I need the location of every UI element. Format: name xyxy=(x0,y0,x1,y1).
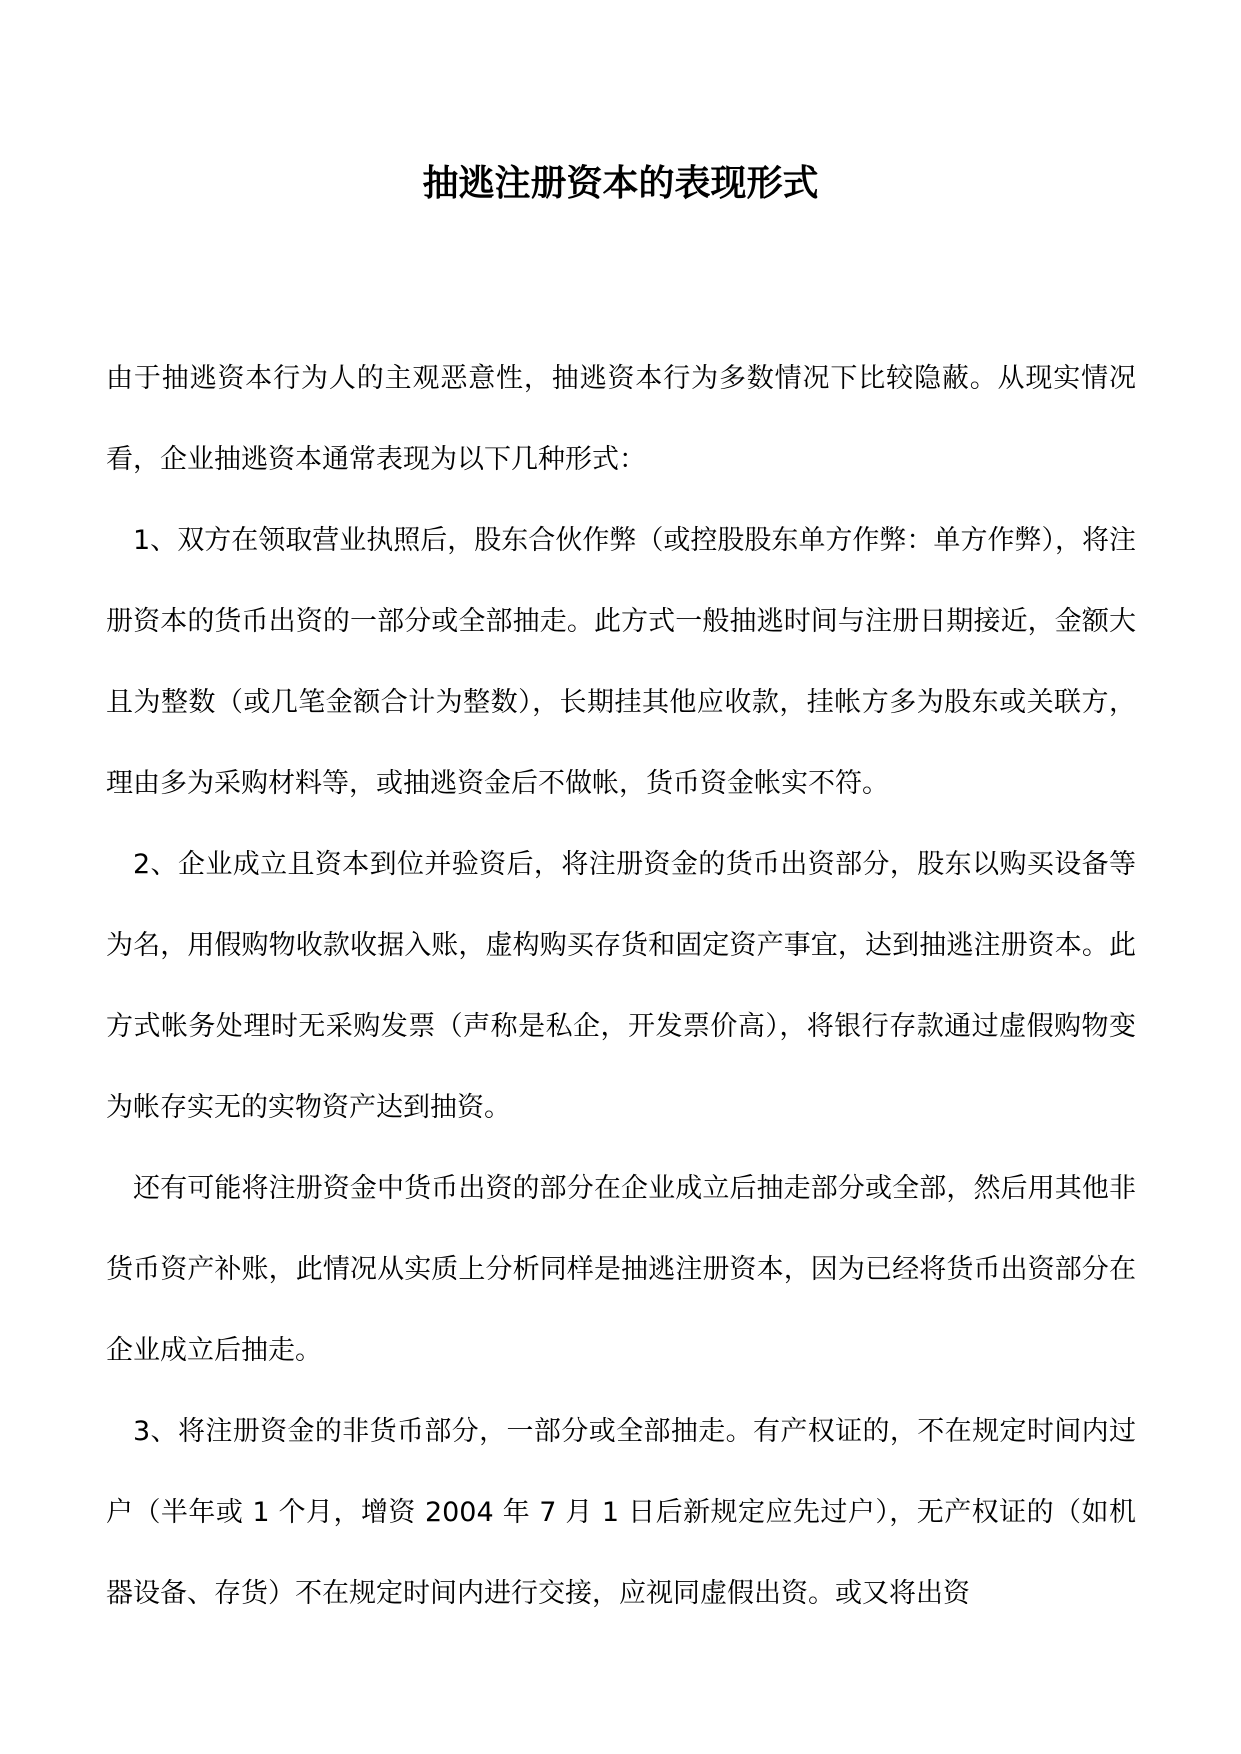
paragraph-supplement: 还有可能将注册资金中货币出资的部分在企业成立后抽走部分或全部，然后用其他非货币资产补账，此情况从实质上分析同样是抽逃注册资本，因为已经将货币出资部分在企业成立后抽走。 xyxy=(106,1173,1136,1366)
paragraph-item-2: 2、企业成立且资本到位并验资后，将注册资金的货币出资部分，股东以购买设备等为名，用假购物收款收据入账，虚构购买存货和固定资产事宜，达到抽逃注册资本。此方式帐务处理时无采购发票（声称是私企，开发票价高），将银行存款通过虚假购物变为帐存实无的实物资产达到抽资。 xyxy=(106,849,1136,1123)
paragraph-intro: 由于抽逃资本行为人的主观恶意性，抽逃资本行为多数情况下比较隐蔽。从现实情况看，企业抽逃资本通常表现为以下几种形式： xyxy=(106,363,1136,475)
paragraph-item-1: 1、双方在领取营业执照后，股东合伙作弊（或控股股东单方作弊：单方作弊），将注册资本的货币出资的一部分或全部抽走。此方式一般抽逃时间与注册日期接近，金额大且为整数（或几笔金额合计为整数），长期挂其他应收款，挂帐方多为股东或关联方，理由多为采购材料等，或抽逃资金后不做帐，货币资金帐实不符。 xyxy=(106,525,1136,799)
document-title: 抽逃注册资本的表现形式 xyxy=(422,162,819,204)
document-body xyxy=(106,338,1136,1634)
paragraph-item-3: 3、将注册资金的非货币部分，一部分或全部抽走。有产权证的，不在规定时间内过户（半年或 1 个月，增资 2004 年 7 月 1 日后新规定应先过户），无产权证的（如机器设备、存货）不在规定时间内进行交接，应视同虚假出资。或又将出资 xyxy=(106,1416,1136,1609)
